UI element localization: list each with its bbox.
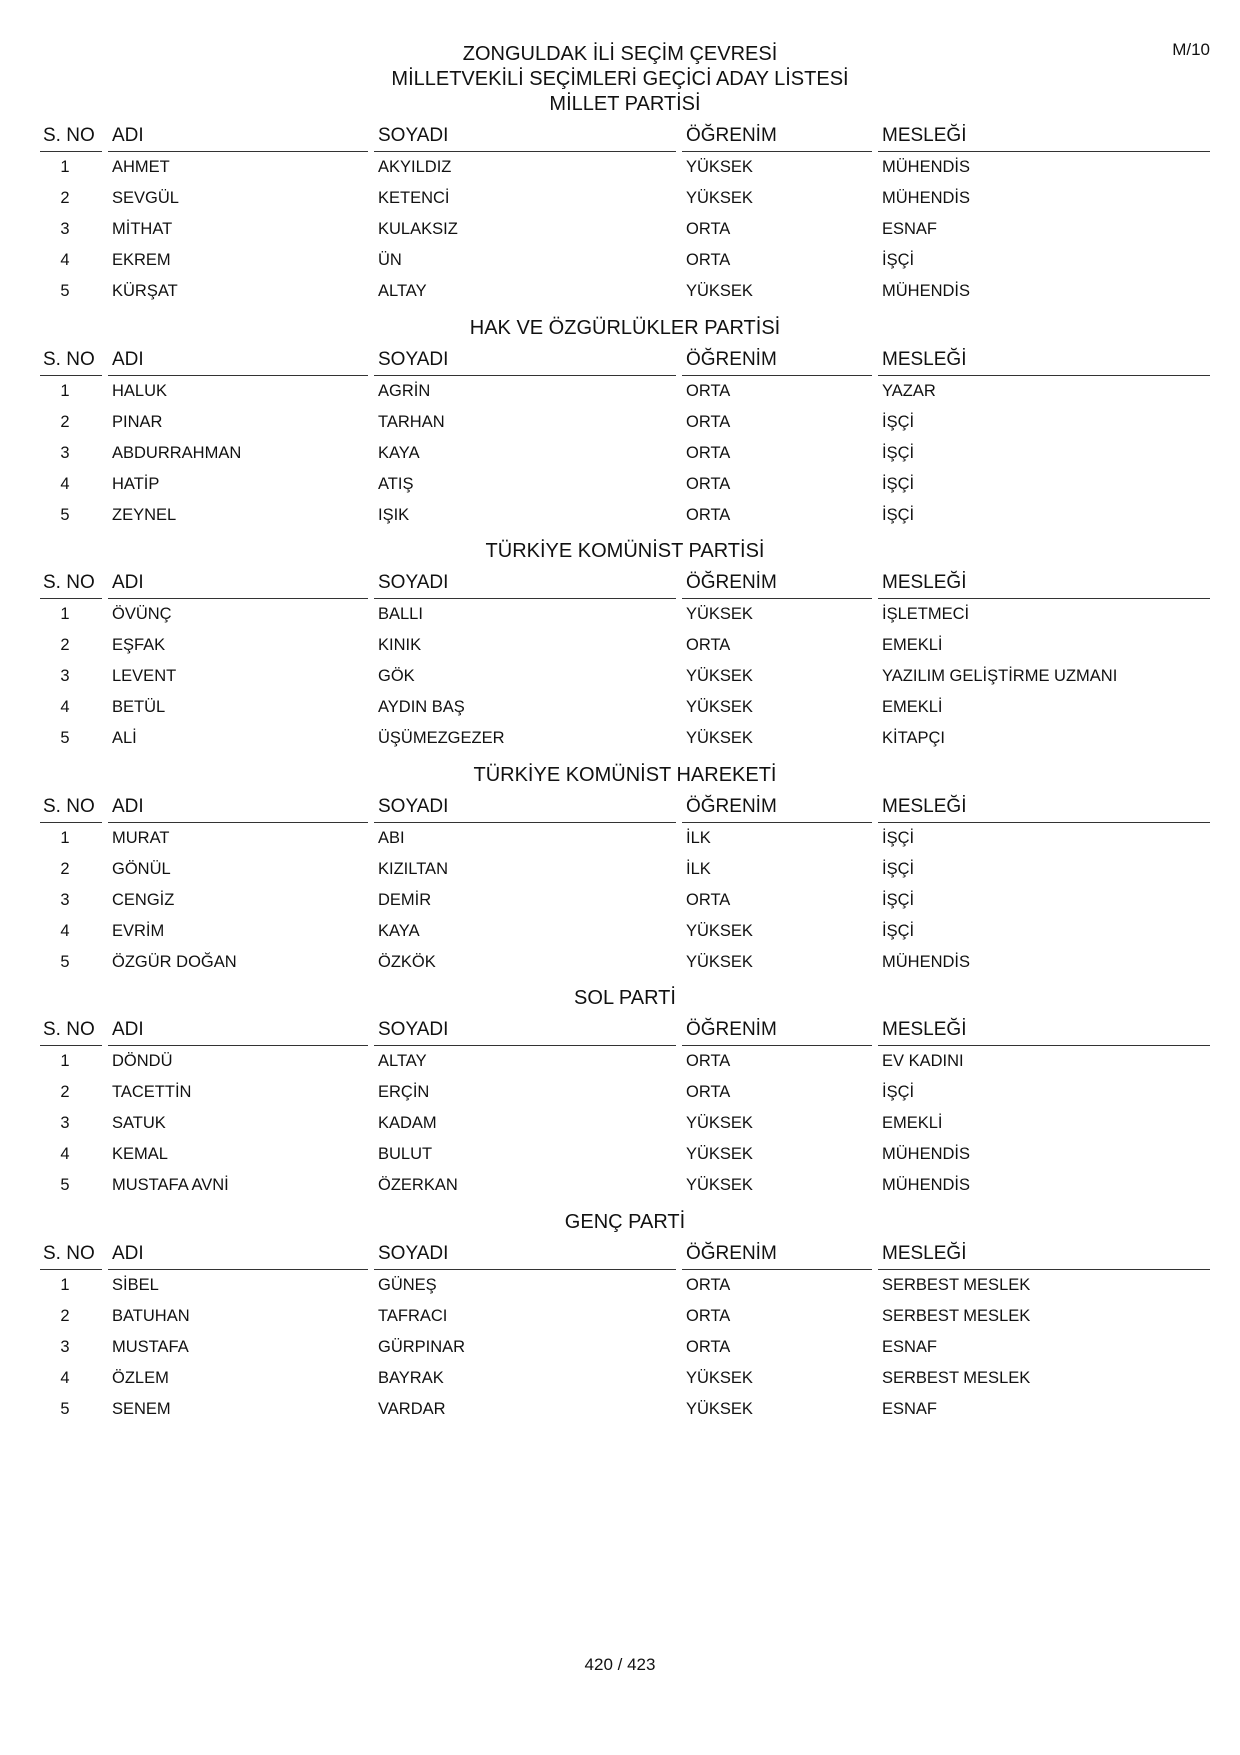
party-section (40, 763, 1210, 978)
column-header-ogrenim: ÖĞRENİM (682, 1240, 872, 1270)
column-header-adi: ADI (108, 122, 368, 152)
cell-soyadi: IŞIK (378, 506, 410, 524)
cell-ogrenim: ORTA (686, 506, 731, 524)
column-header-ogrenim: ÖĞRENİM (682, 122, 872, 152)
column-header-ogrenim: ÖĞRENİM (682, 346, 872, 376)
table-row (40, 854, 1210, 885)
cell-meslegi: EV KADINI (882, 1052, 964, 1070)
table-row (40, 152, 1210, 183)
cell-meslegi: İŞÇİ (882, 1083, 915, 1101)
cell-no: 4 (60, 1145, 70, 1163)
table-row (40, 947, 1210, 978)
cell-meslegi: EMEKLİ (882, 1114, 943, 1132)
cell-soyadi: TARHAN (378, 413, 445, 431)
cell-ogrenim: ORTA (686, 1052, 731, 1070)
cell-adi: EVRİM (112, 922, 165, 940)
cell-soyadi: KINIK (378, 636, 422, 654)
cell-no: 5 (60, 1176, 70, 1194)
cell-soyadi: ÖZERKAN (378, 1176, 458, 1194)
cell-soyadi: ALTAY (378, 1052, 427, 1070)
cell-adi: TACETTİN (112, 1083, 192, 1101)
cell-ogrenim: YÜKSEK (686, 922, 753, 940)
cell-ogrenim: ORTA (686, 444, 731, 462)
cell-adi: KEMAL (112, 1145, 168, 1163)
table-row (40, 469, 1210, 500)
cell-ogrenim: YÜKSEK (686, 667, 753, 685)
cell-meslegi: EMEKLİ (882, 698, 943, 716)
cell-ogrenim: YÜKSEK (686, 605, 753, 623)
table-header (40, 1240, 1210, 1270)
cell-ogrenim: YÜKSEK (686, 1400, 753, 1418)
cell-meslegi: İŞLETMECİ (882, 605, 970, 623)
cell-no: 4 (60, 475, 70, 493)
table-row (40, 661, 1210, 692)
cell-meslegi: MÜHENDİS (882, 282, 971, 300)
cell-soyadi: ÖZKÖK (378, 953, 436, 971)
cell-meslegi: SERBEST MESLEK (882, 1307, 1031, 1325)
cell-soyadi: BAYRAK (378, 1369, 444, 1387)
cell-no: 3 (60, 220, 70, 238)
table-row (40, 1170, 1210, 1201)
cell-adi: GÖNÜL (112, 860, 171, 878)
cell-no: 2 (60, 1307, 70, 1325)
column-header-meslegi: MESLEĞİ (878, 793, 1210, 823)
column-header-soyadi: SOYADI (374, 122, 676, 152)
party-section (40, 986, 1210, 1201)
table-row (40, 1139, 1210, 1170)
cell-soyadi: TAFRACI (378, 1307, 448, 1325)
cell-meslegi: EMEKLİ (882, 636, 943, 654)
column-header-no: S. NO (40, 1016, 102, 1046)
cell-ogrenim: ORTA (686, 413, 731, 431)
cell-soyadi: BULUT (378, 1145, 433, 1163)
cell-no: 3 (60, 667, 70, 685)
party-title: SOL PARTİ (574, 987, 676, 1009)
table-row (40, 1301, 1210, 1332)
cell-adi: MURAT (112, 829, 170, 847)
cell-soyadi: BALLI (378, 605, 423, 623)
cell-soyadi: ÜN (378, 251, 402, 269)
table-row (40, 214, 1210, 245)
cell-no: 2 (60, 1083, 70, 1101)
cell-adi: KÜRŞAT (112, 282, 178, 300)
cell-ogrenim: YÜKSEK (686, 729, 753, 747)
cell-soyadi: KIZILTAN (378, 860, 448, 878)
cell-soyadi: AYDIN BAŞ (378, 698, 465, 716)
table-row (40, 1077, 1210, 1108)
cell-adi: DÖNDÜ (112, 1052, 173, 1070)
cell-meslegi: YAZAR (882, 382, 936, 400)
column-header-no: S. NO (40, 122, 102, 152)
cell-adi: ZEYNEL (112, 506, 177, 524)
cell-adi: ABDURRAHMAN (112, 444, 242, 462)
party-title: TÜRKİYE KOMÜNİST PARTİSİ (485, 540, 765, 562)
column-header-no: S. NO (40, 1240, 102, 1270)
cell-soyadi: AGRİN (378, 382, 431, 400)
table-header (40, 346, 1210, 376)
cell-adi: CENGİZ (112, 891, 175, 909)
cell-soyadi: GÜNEŞ (378, 1276, 437, 1294)
column-header-soyadi: SOYADI (374, 793, 676, 823)
cell-no: 3 (60, 891, 70, 909)
column-header-adi: ADI (108, 793, 368, 823)
cell-meslegi: ESNAF (882, 1338, 938, 1356)
cell-adi: EŞFAK (112, 636, 166, 654)
cell-no: 5 (60, 729, 70, 747)
party-title: MİLLET PARTİSİ (549, 93, 701, 115)
table-row (40, 1332, 1210, 1363)
cell-soyadi: KULAKSIZ (378, 220, 458, 238)
cell-meslegi: ESNAF (882, 220, 938, 238)
cell-meslegi: YAZILIM GELİŞTİRME UZMANI (882, 667, 1118, 685)
cell-ogrenim: ORTA (686, 220, 731, 238)
cell-no: 2 (60, 413, 70, 431)
table-row (40, 1046, 1210, 1077)
table-header (40, 122, 1210, 152)
cell-adi: PINAR (112, 413, 163, 431)
column-header-meslegi: MESLEĞİ (878, 1016, 1210, 1046)
cell-meslegi: SERBEST MESLEK (882, 1276, 1031, 1294)
cell-no: 4 (60, 1369, 70, 1387)
column-header-meslegi: MESLEĞİ (878, 1240, 1210, 1270)
cell-no: 2 (60, 636, 70, 654)
cell-soyadi: KETENCİ (378, 189, 450, 207)
party-section (40, 92, 1210, 307)
cell-adi: ALİ (112, 729, 137, 747)
cell-adi: ÖZLEM (112, 1369, 169, 1387)
column-header-ogrenim: ÖĞRENİM (682, 569, 872, 599)
cell-ogrenim: YÜKSEK (686, 282, 753, 300)
cell-no: 3 (60, 1114, 70, 1132)
column-header-meslegi: MESLEĞİ (878, 122, 1210, 152)
cell-meslegi: MÜHENDİS (882, 953, 971, 971)
cell-ogrenim: YÜKSEK (686, 158, 753, 176)
table-row (40, 276, 1210, 307)
table-row (40, 1363, 1210, 1394)
table-row (40, 599, 1210, 630)
cell-soyadi: GÖK (378, 667, 415, 685)
cell-no: 5 (60, 282, 70, 300)
cell-meslegi: İŞÇİ (882, 475, 915, 493)
cell-adi: AHMET (112, 158, 170, 176)
table-header (40, 569, 1210, 599)
cell-meslegi: MÜHENDİS (882, 158, 971, 176)
cell-no: 1 (60, 829, 70, 847)
table-row (40, 823, 1210, 854)
cell-meslegi: İŞÇİ (882, 251, 915, 269)
column-header-soyadi: SOYADI (374, 569, 676, 599)
cell-no: 1 (60, 605, 70, 623)
cell-adi: MUSTAFA (112, 1338, 189, 1356)
cell-adi: SENEM (112, 1400, 171, 1418)
table-row (40, 500, 1210, 531)
cell-no: 5 (60, 1400, 70, 1418)
cell-adi: HALUK (112, 382, 168, 400)
column-header-adi: ADI (108, 1240, 368, 1270)
cell-soyadi: GÜRPINAR (378, 1338, 466, 1356)
party-title: HAK VE ÖZGÜRLÜKLER PARTİSİ (469, 317, 781, 339)
party-title: GENÇ PARTİ (564, 1211, 686, 1233)
cell-adi: ÖZGÜR DOĞAN (112, 953, 237, 971)
cell-ogrenim: ORTA (686, 636, 731, 654)
cell-meslegi: KİTAPÇI (882, 729, 945, 747)
column-header-meslegi: MESLEĞİ (878, 346, 1210, 376)
document-header (0, 42, 1240, 92)
party-title: TÜRKİYE KOMÜNİST HAREKETİ (473, 764, 777, 786)
cell-meslegi: MÜHENDİS (882, 1176, 971, 1194)
column-header-ogrenim: ÖĞRENİM (682, 793, 872, 823)
cell-adi: MİTHAT (112, 220, 173, 238)
table-row (40, 376, 1210, 407)
cell-ogrenim: İLK (686, 829, 711, 847)
cell-ogrenim: YÜKSEK (686, 1176, 753, 1194)
cell-ogrenim: ORTA (686, 1307, 731, 1325)
column-header-no: S. NO (40, 346, 102, 376)
party-section (40, 539, 1210, 754)
cell-adi: ÖVÜNÇ (112, 605, 172, 623)
table-header (40, 793, 1210, 823)
cell-ogrenim: ORTA (686, 891, 731, 909)
cell-soyadi: ALTAY (378, 282, 427, 300)
column-header-no: S. NO (40, 793, 102, 823)
cell-no: 1 (60, 382, 70, 400)
cell-soyadi: KAYA (378, 922, 420, 940)
cell-no: 4 (60, 251, 70, 269)
table-row (40, 438, 1210, 469)
cell-adi: MUSTAFA AVNİ (112, 1176, 229, 1194)
cell-no: 1 (60, 158, 70, 176)
cell-ogrenim: ORTA (686, 475, 731, 493)
table-row (40, 407, 1210, 438)
column-header-adi: ADI (108, 346, 368, 376)
cell-ogrenim: YÜKSEK (686, 698, 753, 716)
cell-adi: EKREM (112, 251, 171, 269)
cell-ogrenim: YÜKSEK (686, 1145, 753, 1163)
cell-soyadi: VARDAR (378, 1400, 446, 1418)
cell-adi: SEVGÜL (112, 189, 179, 207)
cell-meslegi: ESNAF (882, 1400, 938, 1418)
page-code: M/10 (1172, 40, 1210, 59)
cell-ogrenim: ORTA (686, 1338, 731, 1356)
column-header-soyadi: SOYADI (374, 346, 676, 376)
cell-meslegi: MÜHENDİS (882, 189, 971, 207)
column-header-adi: ADI (108, 569, 368, 599)
cell-ogrenim: YÜKSEK (686, 953, 753, 971)
table-row (40, 1270, 1210, 1301)
cell-meslegi: İŞÇİ (882, 444, 915, 462)
cell-no: 2 (60, 860, 70, 878)
cell-meslegi: İŞÇİ (882, 506, 915, 524)
cell-adi: SİBEL (112, 1276, 159, 1294)
cell-ogrenim: ORTA (686, 1276, 731, 1294)
cell-no: 4 (60, 922, 70, 940)
column-header-no: S. NO (40, 569, 102, 599)
cell-meslegi: SERBEST MESLEK (882, 1369, 1031, 1387)
cell-soyadi: KAYA (378, 444, 420, 462)
party-section (40, 1210, 1210, 1425)
cell-no: 4 (60, 698, 70, 716)
cell-ogrenim: ORTA (686, 382, 731, 400)
page-number: 420 / 423 (584, 1655, 656, 1674)
cell-soyadi: AKYILDIZ (378, 158, 452, 176)
cell-no: 3 (60, 444, 70, 462)
cell-soyadi: ÜŞÜMEZGEZER (378, 729, 505, 747)
cell-adi: HATİP (112, 475, 160, 493)
column-header-ogrenim: ÖĞRENİM (682, 1016, 872, 1046)
column-header-soyadi: SOYADI (374, 1240, 676, 1270)
cell-meslegi: İŞÇİ (882, 922, 915, 940)
cell-meslegi: İŞÇİ (882, 860, 915, 878)
cell-no: 3 (60, 1338, 70, 1356)
column-header-soyadi: SOYADI (374, 1016, 676, 1046)
cell-adi: BETÜL (112, 698, 166, 716)
cell-soyadi: KADAM (378, 1114, 437, 1132)
cell-meslegi: İŞÇİ (882, 413, 915, 431)
cell-ogrenim: ORTA (686, 251, 731, 269)
table-row (40, 183, 1210, 214)
header-line-2: MİLLETVEKİLİ SEÇİMLERİ GEÇİCİ ADAY LİSTESİ (391, 68, 849, 90)
party-section (40, 316, 1210, 531)
cell-ogrenim: YÜKSEK (686, 1114, 753, 1132)
cell-no: 1 (60, 1276, 70, 1294)
table-row (40, 885, 1210, 916)
cell-soyadi: ATIŞ (378, 475, 414, 493)
cell-meslegi: MÜHENDİS (882, 1145, 971, 1163)
table-row (40, 692, 1210, 723)
table-row (40, 245, 1210, 276)
cell-ogrenim: İLK (686, 860, 711, 878)
cell-no: 2 (60, 189, 70, 207)
table-row (40, 1394, 1210, 1425)
cell-adi: SATUK (112, 1114, 166, 1132)
cell-adi: LEVENT (112, 667, 177, 685)
header-line-1: ZONGULDAK İLİ SEÇİM ÇEVRESİ (462, 43, 778, 65)
cell-ogrenim: ORTA (686, 1083, 731, 1101)
table-header (40, 1016, 1210, 1046)
cell-meslegi: İŞÇİ (882, 829, 915, 847)
cell-adi: BATUHAN (112, 1307, 190, 1325)
cell-no: 5 (60, 506, 70, 524)
table-row (40, 723, 1210, 754)
cell-no: 5 (60, 953, 70, 971)
column-header-adi: ADI (108, 1016, 368, 1046)
cell-ogrenim: YÜKSEK (686, 1369, 753, 1387)
cell-soyadi: ABI (378, 829, 405, 847)
cell-no: 1 (60, 1052, 70, 1070)
cell-soyadi: ERÇİN (378, 1083, 430, 1101)
column-header-meslegi: MESLEĞİ (878, 569, 1210, 599)
cell-soyadi: DEMİR (378, 891, 432, 909)
table-row (40, 916, 1210, 947)
table-row (40, 630, 1210, 661)
cell-meslegi: İŞÇİ (882, 891, 915, 909)
table-row (40, 1108, 1210, 1139)
cell-ogrenim: YÜKSEK (686, 189, 753, 207)
